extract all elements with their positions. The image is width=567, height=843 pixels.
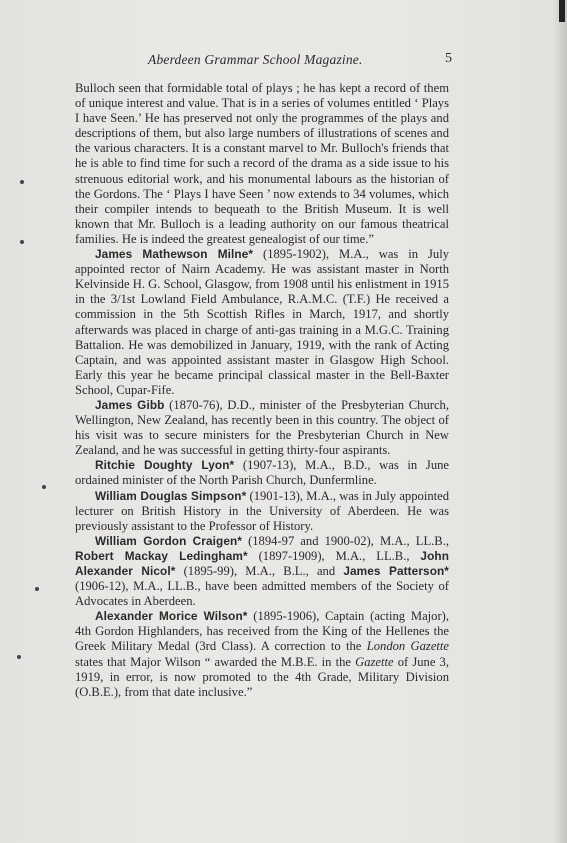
page-header <box>76 52 452 70</box>
margin-speck <box>35 587 39 591</box>
publication-title: London Gazette <box>366 639 450 654</box>
paragraph-text: (1895-99), M.A., B.L., and <box>175 564 344 578</box>
margin-speck <box>17 655 21 659</box>
person-name: John Alexander Nicol* <box>75 548 450 578</box>
paragraph-text: (1870-76), D.D., minister of the Presbyterian Church, Wellington, New Zealand, has recently been in this country. The object of his visit was to secure ministers for the Presbyterian Church in New Zealand, and he was successful in getting thirty-four aspirants. <box>75 397 449 458</box>
paragraph-wilson <box>75 609 449 700</box>
paragraph-lyon <box>75 458 449 488</box>
running-title: Aberdeen Grammar School Magazine. <box>148 52 363 67</box>
corner-mark <box>559 0 565 22</box>
paragraph-gibb <box>75 398 449 458</box>
margin-speck <box>20 240 24 244</box>
person-name: Robert Mackay Ledingham* <box>75 548 248 563</box>
paragraph-text: (1897-1909), M.A., LL.B., <box>247 548 421 563</box>
publication-title: Gazette <box>355 654 394 669</box>
paragraph-text: states that Major Wilson “ awarded the M.B.E. in the <box>75 654 356 669</box>
paragraph-text: of June 3, 1919, in error, is now promoted to the 4th Grade, Military Division (O.B.E.), from that date inclusive.” <box>75 654 449 699</box>
margin-speck <box>20 180 24 184</box>
page-number: 5 <box>445 51 452 66</box>
paragraph-simpson <box>75 489 449 534</box>
paragraph-milne <box>75 247 449 398</box>
person-name: James Patterson* <box>343 564 449 578</box>
person-name: Alexander Morice Wilson* <box>95 609 248 624</box>
person-name: William Douglas Simpson* <box>95 488 247 503</box>
paragraph-text: (1895-1902), M.A., was in July appointed rector of Nairn Academy. He was assistant master in North Kelvinside H. G. School, Glasgow, from 1908 until his enlistment in 1915 in the 3/1st Lowland Field Ambulance, R.A.M.C. (T.F.) He received a commission in the 5th Scottish Rifles in March, 1917, and shortly afterwards was placed in charge of anti-gas training in a M.G.C. Training Battalion. He was demobilized in January, 1919, with the rank of Acting Captain, and was appointed assistant master in Glasgow High School. Early this year he became principal classical master in the Bell-Baxter School, Cupar-Fife. <box>75 247 449 397</box>
paragraph-text: (1895-1906), Captain (acting Major), 4th Gordon Highlanders, has received from the King of the Hellenes the Greek Military Medal (3rd Class). A correction to the <box>75 609 449 654</box>
paragraph-text: (1901-13), M.A., was in July appointed lecturer on British History in the University of Aberdeen. He was previously assistant to the Professor of History. <box>75 488 449 533</box>
person-name: Ritchie Doughty Lyon* <box>95 458 235 473</box>
paragraph-text: (1894-97 and 1900-02), M.A., LL.B., <box>242 533 449 548</box>
paragraph-text: (1907-13), M.A., B.D., was in June ordained minister of the North Parish Church, Dunfermline. <box>75 458 450 488</box>
paragraph-advocates <box>75 534 449 609</box>
margin-speck <box>42 485 46 489</box>
paragraph-text: (1906-12), M.A., LL.B., have been admitted members of the Society of Advocates in Aberdeen. <box>75 579 449 609</box>
paragraph-bulloch: Bulloch seen that formidable total of plays ; he has kept a record of them of unique interest and value. That is in a series of volumes entitled ‘ Plays I have Seen.’ He has preserved not only the programmes of the plays and descriptions of them, but also large numbers of illustrations of scenes and the various characters. It is a constant marvel to Mr. Bulloch's friends that he is able to find time for such a record of the drama as a side issue to his strenuous editorial work, and his monumental labours as the historian of the Gordons. The ‘ Plays I have Seen ’ now extends to 34 volumes, which their compiler intends to bequeath to the British Museum. It is well known that Mr. Bulloch is a leading authority on our famous theatrical families. He is indeed the greatest genealogist of our time.” <box>75 81 449 246</box>
article-body <box>75 81 449 700</box>
person-name: James Mathewson Milne* <box>95 247 254 262</box>
person-name: William Gordon Craigen* <box>95 533 242 548</box>
page-spine-shadow <box>553 0 567 843</box>
person-name: James Gibb <box>95 397 165 412</box>
